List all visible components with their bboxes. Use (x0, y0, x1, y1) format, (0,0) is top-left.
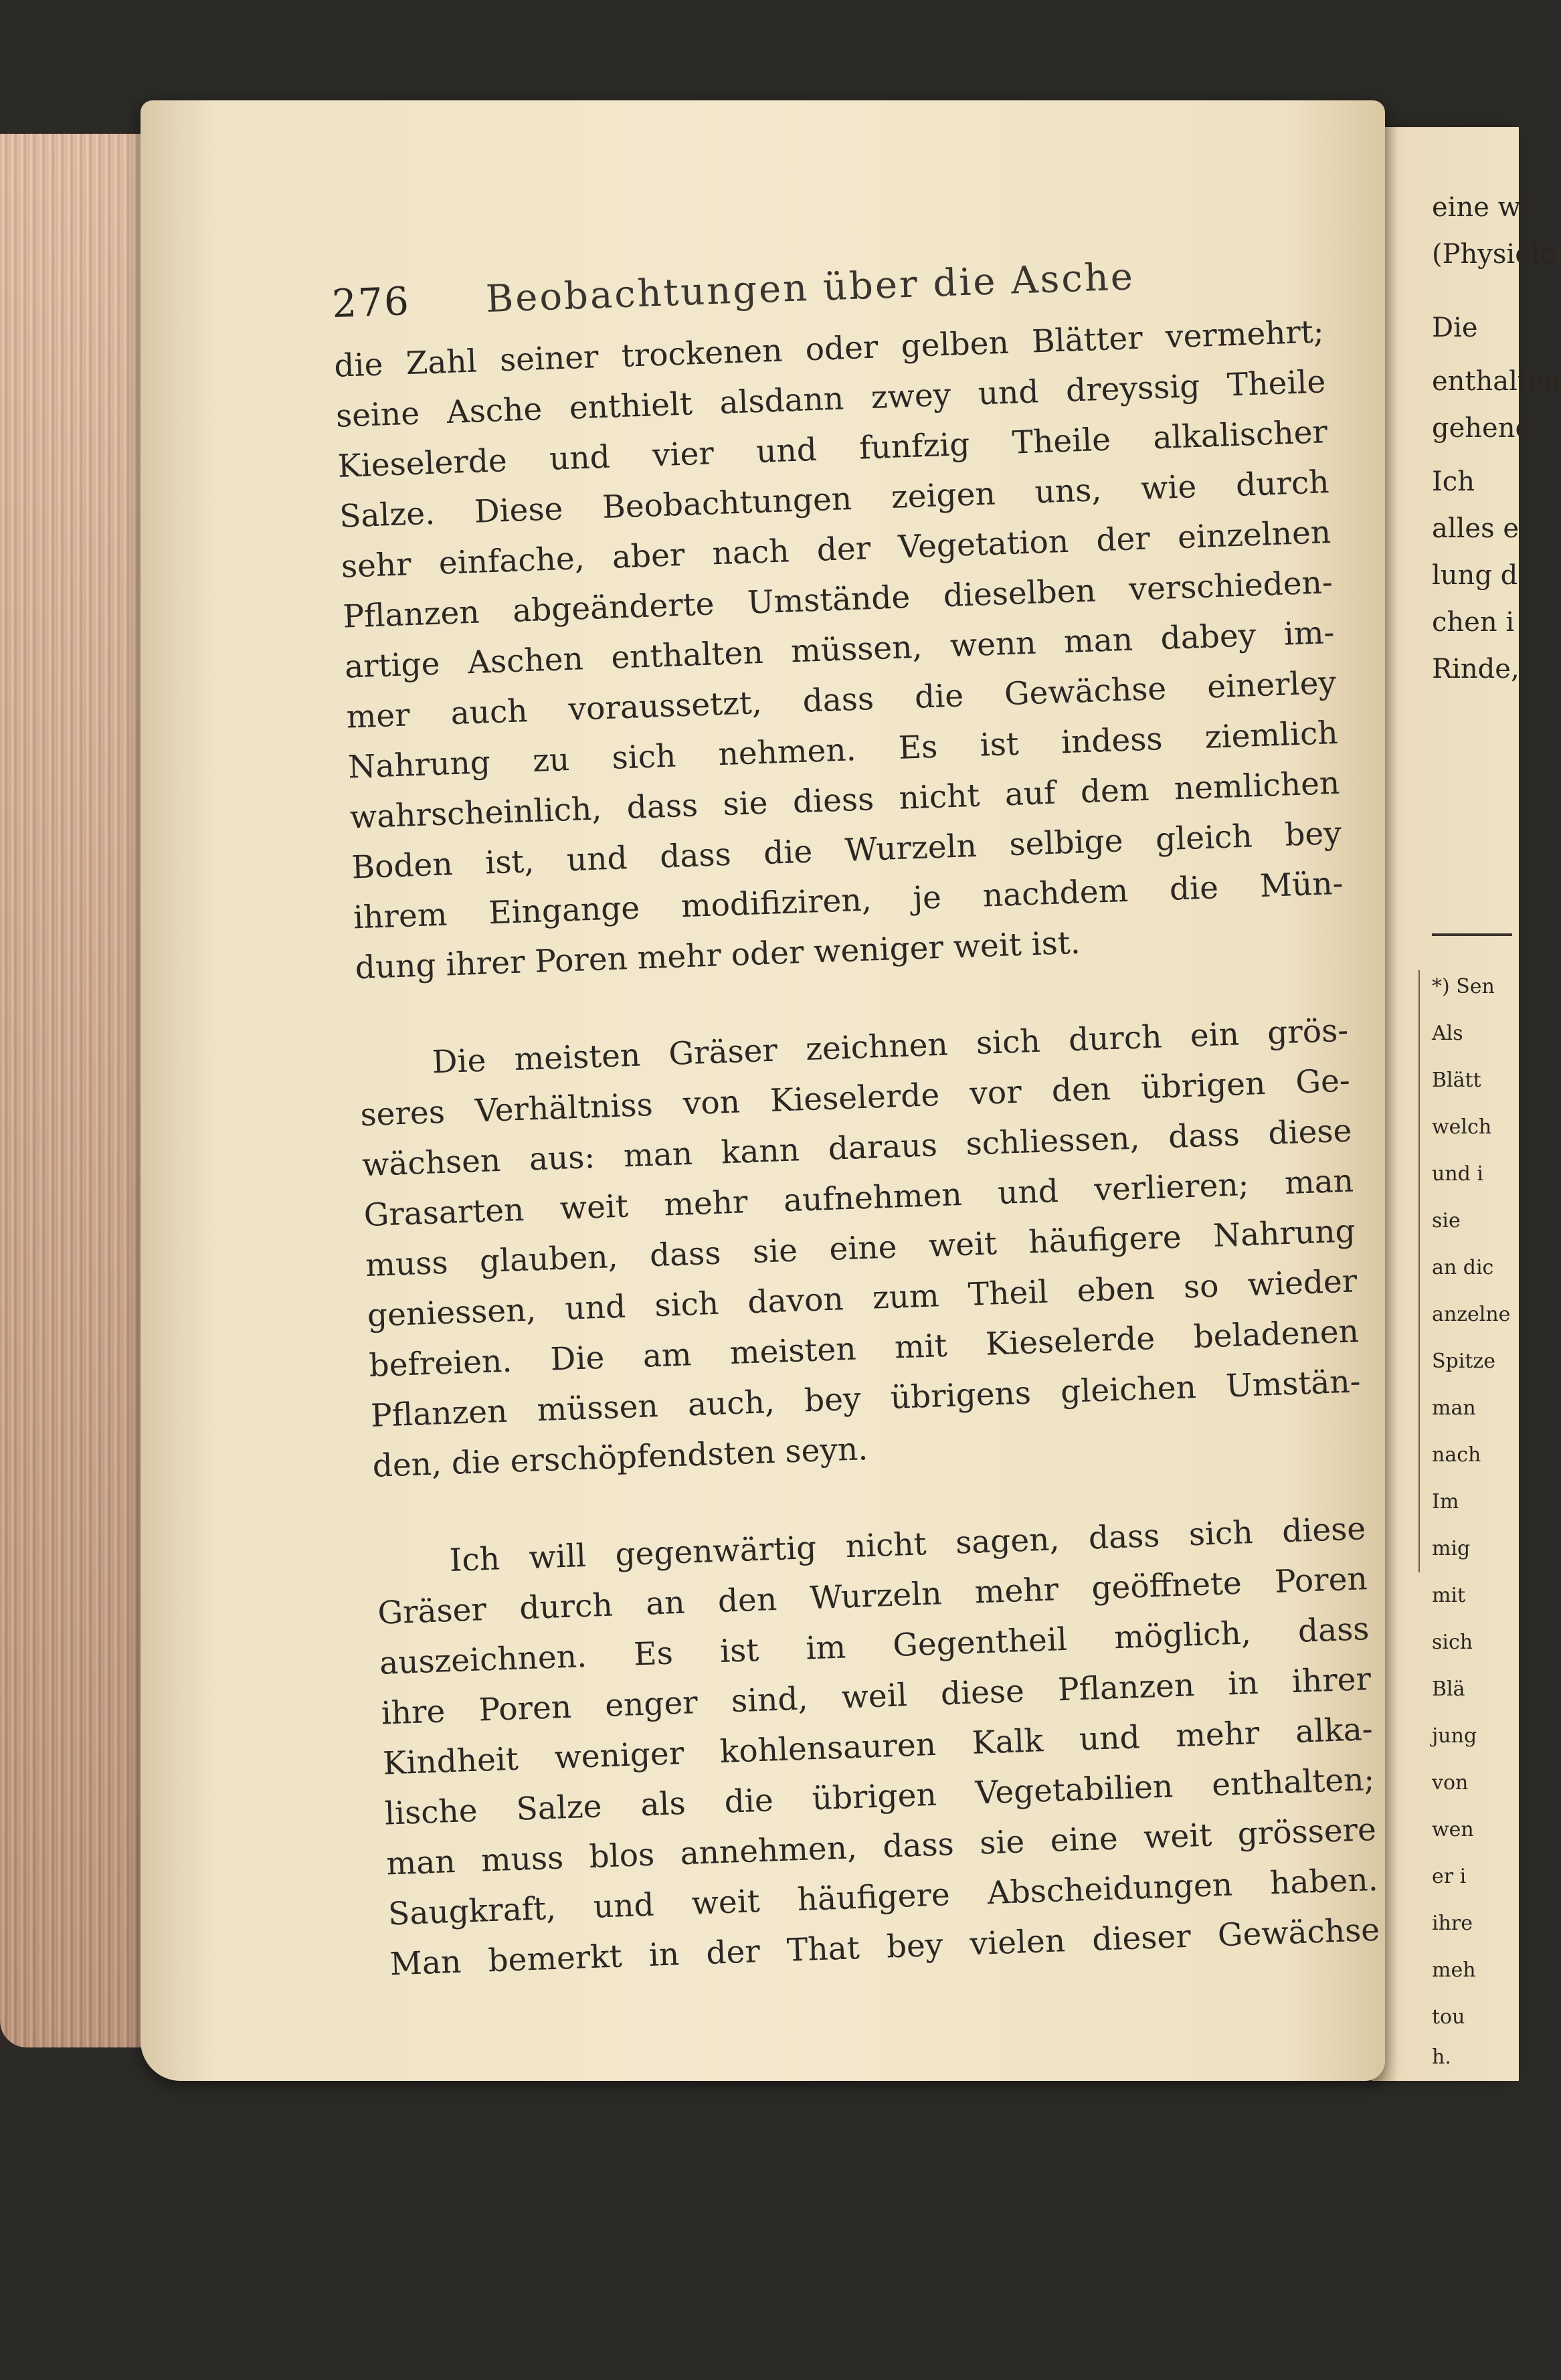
text-line: wächsen aus: man kann daraus schliessen, dass diese (361, 1112, 1353, 1184)
text-line: Ich will gegenwärtig nicht sagen, dass sich diese (448, 1510, 1366, 1579)
text-line: Grasarten weit mehr aufnehmen und verlieren; man (363, 1162, 1354, 1234)
text-line: Gräser durch an den Wurzeln mehr geöffnete Poren (377, 1560, 1368, 1632)
text-line: Man bemerkt in der That bey vielen dieser Gewächse (389, 1911, 1380, 1983)
adjacent-page-fragment: Blä (1432, 1677, 1465, 1701)
text-line: dung ihrer Poren mehr oder weniger weit ist. (354, 924, 1081, 987)
adjacent-page-fragment: Blätt (1432, 1069, 1481, 1092)
text-line: ihre Poren enger sind, weil diese Pflanzen in ihrer (380, 1661, 1372, 1732)
text-line: wahrscheinlich, dass sie diess nicht auf dem nemlichen (349, 764, 1341, 836)
adjacent-page-fragment: alles e (1432, 513, 1520, 544)
text-line: muss glauben, dass sie eine weit häufigere Nahrung (365, 1212, 1356, 1285)
adjacent-page-fragment: sie (1432, 1209, 1461, 1232)
text-line: man muss blos annehmen, dass sie eine weit grössere (385, 1811, 1377, 1883)
margin-line (1418, 970, 1420, 1572)
adjacent-page-fragment: tou (1432, 2005, 1465, 2029)
page-number: 276 (331, 278, 411, 327)
adjacent-page-fragment: meh (1432, 1958, 1476, 1982)
text-line: Boden ist, und dass die Wurzeln selbige gleich bey (351, 814, 1342, 887)
adjacent-page-fragment: Ich (1432, 466, 1475, 497)
adjacent-page-fragment: von (1432, 1771, 1469, 1795)
text-line: Pflanzen abgeänderte Umstände dieselben verschieden- (342, 564, 1334, 636)
adjacent-page-fragment: mit (1432, 1584, 1466, 1607)
adjacent-page-fragment: h. (1432, 2045, 1451, 2069)
adjacent-page-fragment: chen i (1432, 607, 1515, 638)
paragraph (358, 1006, 1364, 1491)
adjacent-page-fragment: an dic (1432, 1256, 1494, 1279)
adjacent-page-fragment: Rinde, (1432, 654, 1520, 684)
text-line: die Zahl seiner trockenen oder gelben Blätter vermehrt; (333, 313, 1325, 385)
text-line: artige Aschen enthalten müssen, wenn man dabey im- (344, 614, 1336, 686)
adjacent-page-fragment: (Physiolo (1432, 239, 1556, 270)
adjacent-page-fragment: *) Sen (1432, 975, 1495, 998)
adjacent-page-fragment: welch (1432, 1115, 1492, 1139)
footnote-rule (1432, 933, 1512, 936)
text-line: geniessen, und sich davon zum Theil eben so wieder (367, 1263, 1358, 1335)
text-line: Kieselerde und vier und funfzig Theile alkalischer (337, 414, 1328, 485)
text-line: sehr einfache, aber nach der Vegetation der einzelnen (340, 514, 1332, 585)
adjacent-page-fragment: Als (1432, 1022, 1463, 1045)
text-line: den, die erschöpfendsten seyn. (371, 1431, 868, 1485)
text-line: seres Verhältniss von Kieselerde vor den übrigen Ge- (359, 1062, 1351, 1134)
adjacent-page-fragment: anzelne (1432, 1303, 1511, 1326)
adjacent-page-fragment: lung d (1432, 560, 1518, 591)
adjacent-page-fragment: gehene (1432, 413, 1532, 444)
adjacent-page-fragment: Im (1432, 1490, 1459, 1514)
adjacent-page-fragment: eine wi (1432, 192, 1530, 223)
text-line: befreien. Die am meisten mit Kieselerde beladenen (368, 1313, 1360, 1384)
text-line: Saugkraft, und weit häufigere Abscheidungen haben. (387, 1861, 1379, 1933)
paragraph (333, 306, 1346, 993)
text-line: Pflanzen müssen auch, bey übrigens gleichen Umstän- (370, 1363, 1362, 1435)
text-line: Salze. Diese Beobachtungen zeigen uns, wie durch (339, 464, 1330, 535)
adjacent-page-fragment: mig (1432, 1537, 1471, 1560)
paragraph (375, 1503, 1381, 1989)
text-line: ihrem Eingange modifiziren, je nachdem die Mün- (353, 864, 1344, 937)
adjacent-page (1372, 127, 1561, 2081)
adjacent-page-fragment: man (1432, 1396, 1476, 1420)
text-line: Kindheit weniger kohlensauren Kalk und mehr alka- (382, 1711, 1374, 1782)
text-line: mer auch voraussetzt, dass die Gewächse einerley (345, 664, 1337, 736)
adjacent-page-fragment: er i (1432, 1865, 1467, 1888)
adjacent-page-fragment: wen (1432, 1818, 1474, 1841)
text-line: Die meisten Gräser zeichnen sich durch ein grös- (431, 1012, 1349, 1081)
text-line: Nahrung zu sich nehmen. Es ist indess ziemlich (347, 714, 1339, 786)
text-line: lische Salze als die übrigen Vegetabilien enthalten; (384, 1760, 1376, 1833)
adjacent-page-fragment: ihre (1432, 1912, 1473, 1935)
adjacent-page-fragment: und i (1432, 1162, 1483, 1186)
adjacent-page-fragment: sich (1432, 1631, 1473, 1654)
page-text (331, 246, 1380, 1989)
text-line: auszeichnen. Es ist im Gegentheil möglich, dass (379, 1611, 1370, 1682)
adjacent-page-fragment: enthalten (1432, 366, 1561, 397)
running-head: Beobachtungen über die Asche (484, 255, 1135, 321)
adjacent-page-fragment: Die (1432, 312, 1478, 343)
body-text (333, 306, 1380, 1989)
adjacent-page-fragment: Spitze (1432, 1350, 1495, 1373)
text-line: seine Asche enthielt alsdann zwey und dreyssig Theile (335, 363, 1327, 435)
adjacent-page-fragment: jung (1432, 1724, 1477, 1748)
adjacent-page-fragment: nach (1432, 1443, 1481, 1467)
